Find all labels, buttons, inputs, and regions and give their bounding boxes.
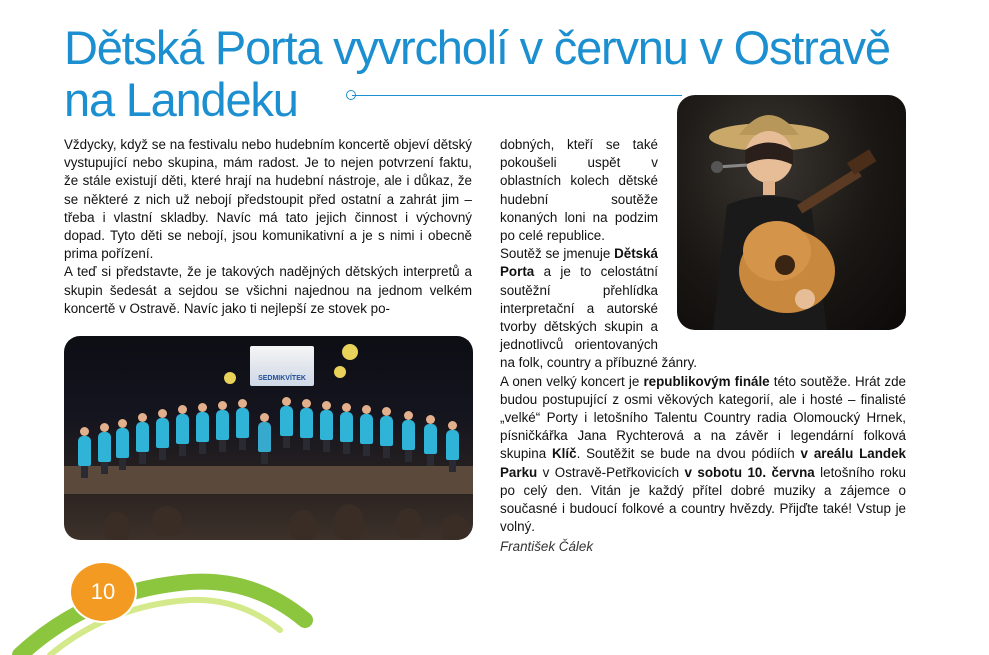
right-column [500,136,906,557]
audience-head [152,506,182,536]
audience-head [104,512,130,540]
singer-figure [300,408,313,438]
left-column [64,136,472,318]
singer-figure [380,416,393,446]
singer-figure [424,424,437,454]
paragraph-regional-rounds: dobných, kteří se také pokoušeli uspět v oblastních kolech dětské hudební soutěže konaných loni na podzim po celé republice. [500,137,658,244]
competition-name: Dětská Porta [500,246,658,280]
singer-figure [320,410,333,440]
article-title: Dětská Porta vyvrcholí v červnu v Ostravě na Landeku [64,21,890,126]
article-author: František Čálek [500,539,594,555]
singer-figure [402,420,415,450]
corner-decoration [0,560,320,655]
title-rule [352,95,682,96]
singer-figure [176,414,189,444]
singer-figure [98,432,111,462]
singer-figure [196,412,209,442]
children-choir-photo [64,336,473,540]
stage-floor [64,466,473,494]
photo-wrap-spacer [658,136,906,346]
singer-figure [236,408,249,438]
audience-head [290,510,316,540]
singer-figure [216,410,229,440]
singer-figure [446,430,459,460]
stage-banner [250,346,314,386]
flower-decoration [334,366,346,378]
flower-decoration [342,344,358,360]
singer-figure [280,406,293,436]
paragraph-final: A onen velký koncert je republikovým finále této soutěže. Hrát zde budou postupující z osmi věkových kategorií, ale i hosté – finalisté „velké“ Porty i letošního Talentu Country radia Olomoucký Hrnek, písničkářka Jana Rychterová a na závěr i legendární folková skupina Klíč. Soutěžit se bude na dvou pódiích v areálu Landek Parku v Ostravě-Petřkovicích v sobotu 10. června letošního roku po celý den. Vitán je každý přítel dobré muziky a zájemce o současné i budoucí folkové a country hvězdy. Přijďte také! Vstup je volný. [500,373,906,535]
paragraph-imagine: A teď si představte, že je takových nadějných dětských interpretů a skupin šedesát a sejdou se všichni najednou na jednom velkém koncertě v Ostravě. Navíc jako ti nejlepší ze stovek po- [64,264,472,316]
guitarist-figure [258,422,271,452]
audience-head [442,514,468,540]
singer-figure [78,436,91,466]
stage-banner-text: SEDMIKVÍTEK [258,375,306,382]
paragraph-intro: Vždycky, když se na festivalu nebo hudebním koncertě objeví dětský vystupující nebo skupina, mám radost. Je to nejen potvrzení faktu, že stále existují děti, které hrají na hudební nástroje, ale i důkaz, že se některé z nich už nebojí předstoupit před ostatní a zahrát jim – třeba i vlastní skladby. Navíc má tato jejich činnost i výchovný dopad. Tyto děti se nebojí, jsou komunikativní a je s nimi i obecně prima pořízení. [64,137,472,262]
paragraph-competition: Soutěž se jmenuje Dětská Porta a je to celostátní soutěžní přehlídka interpretační a autorské tvorby dětských skupin a jednotlivců orientovaných na folk, country a příbuzné žánry. [500,246,697,371]
page-number-badge: 10 [71,563,135,621]
singer-figure [156,418,169,448]
flower-decoration [224,372,236,384]
audience-head [396,508,422,538]
singer-figure [360,414,373,444]
singer-figure [116,428,129,458]
singer-figure [136,422,149,452]
singer-figure [340,412,353,442]
audience-head [334,504,364,540]
